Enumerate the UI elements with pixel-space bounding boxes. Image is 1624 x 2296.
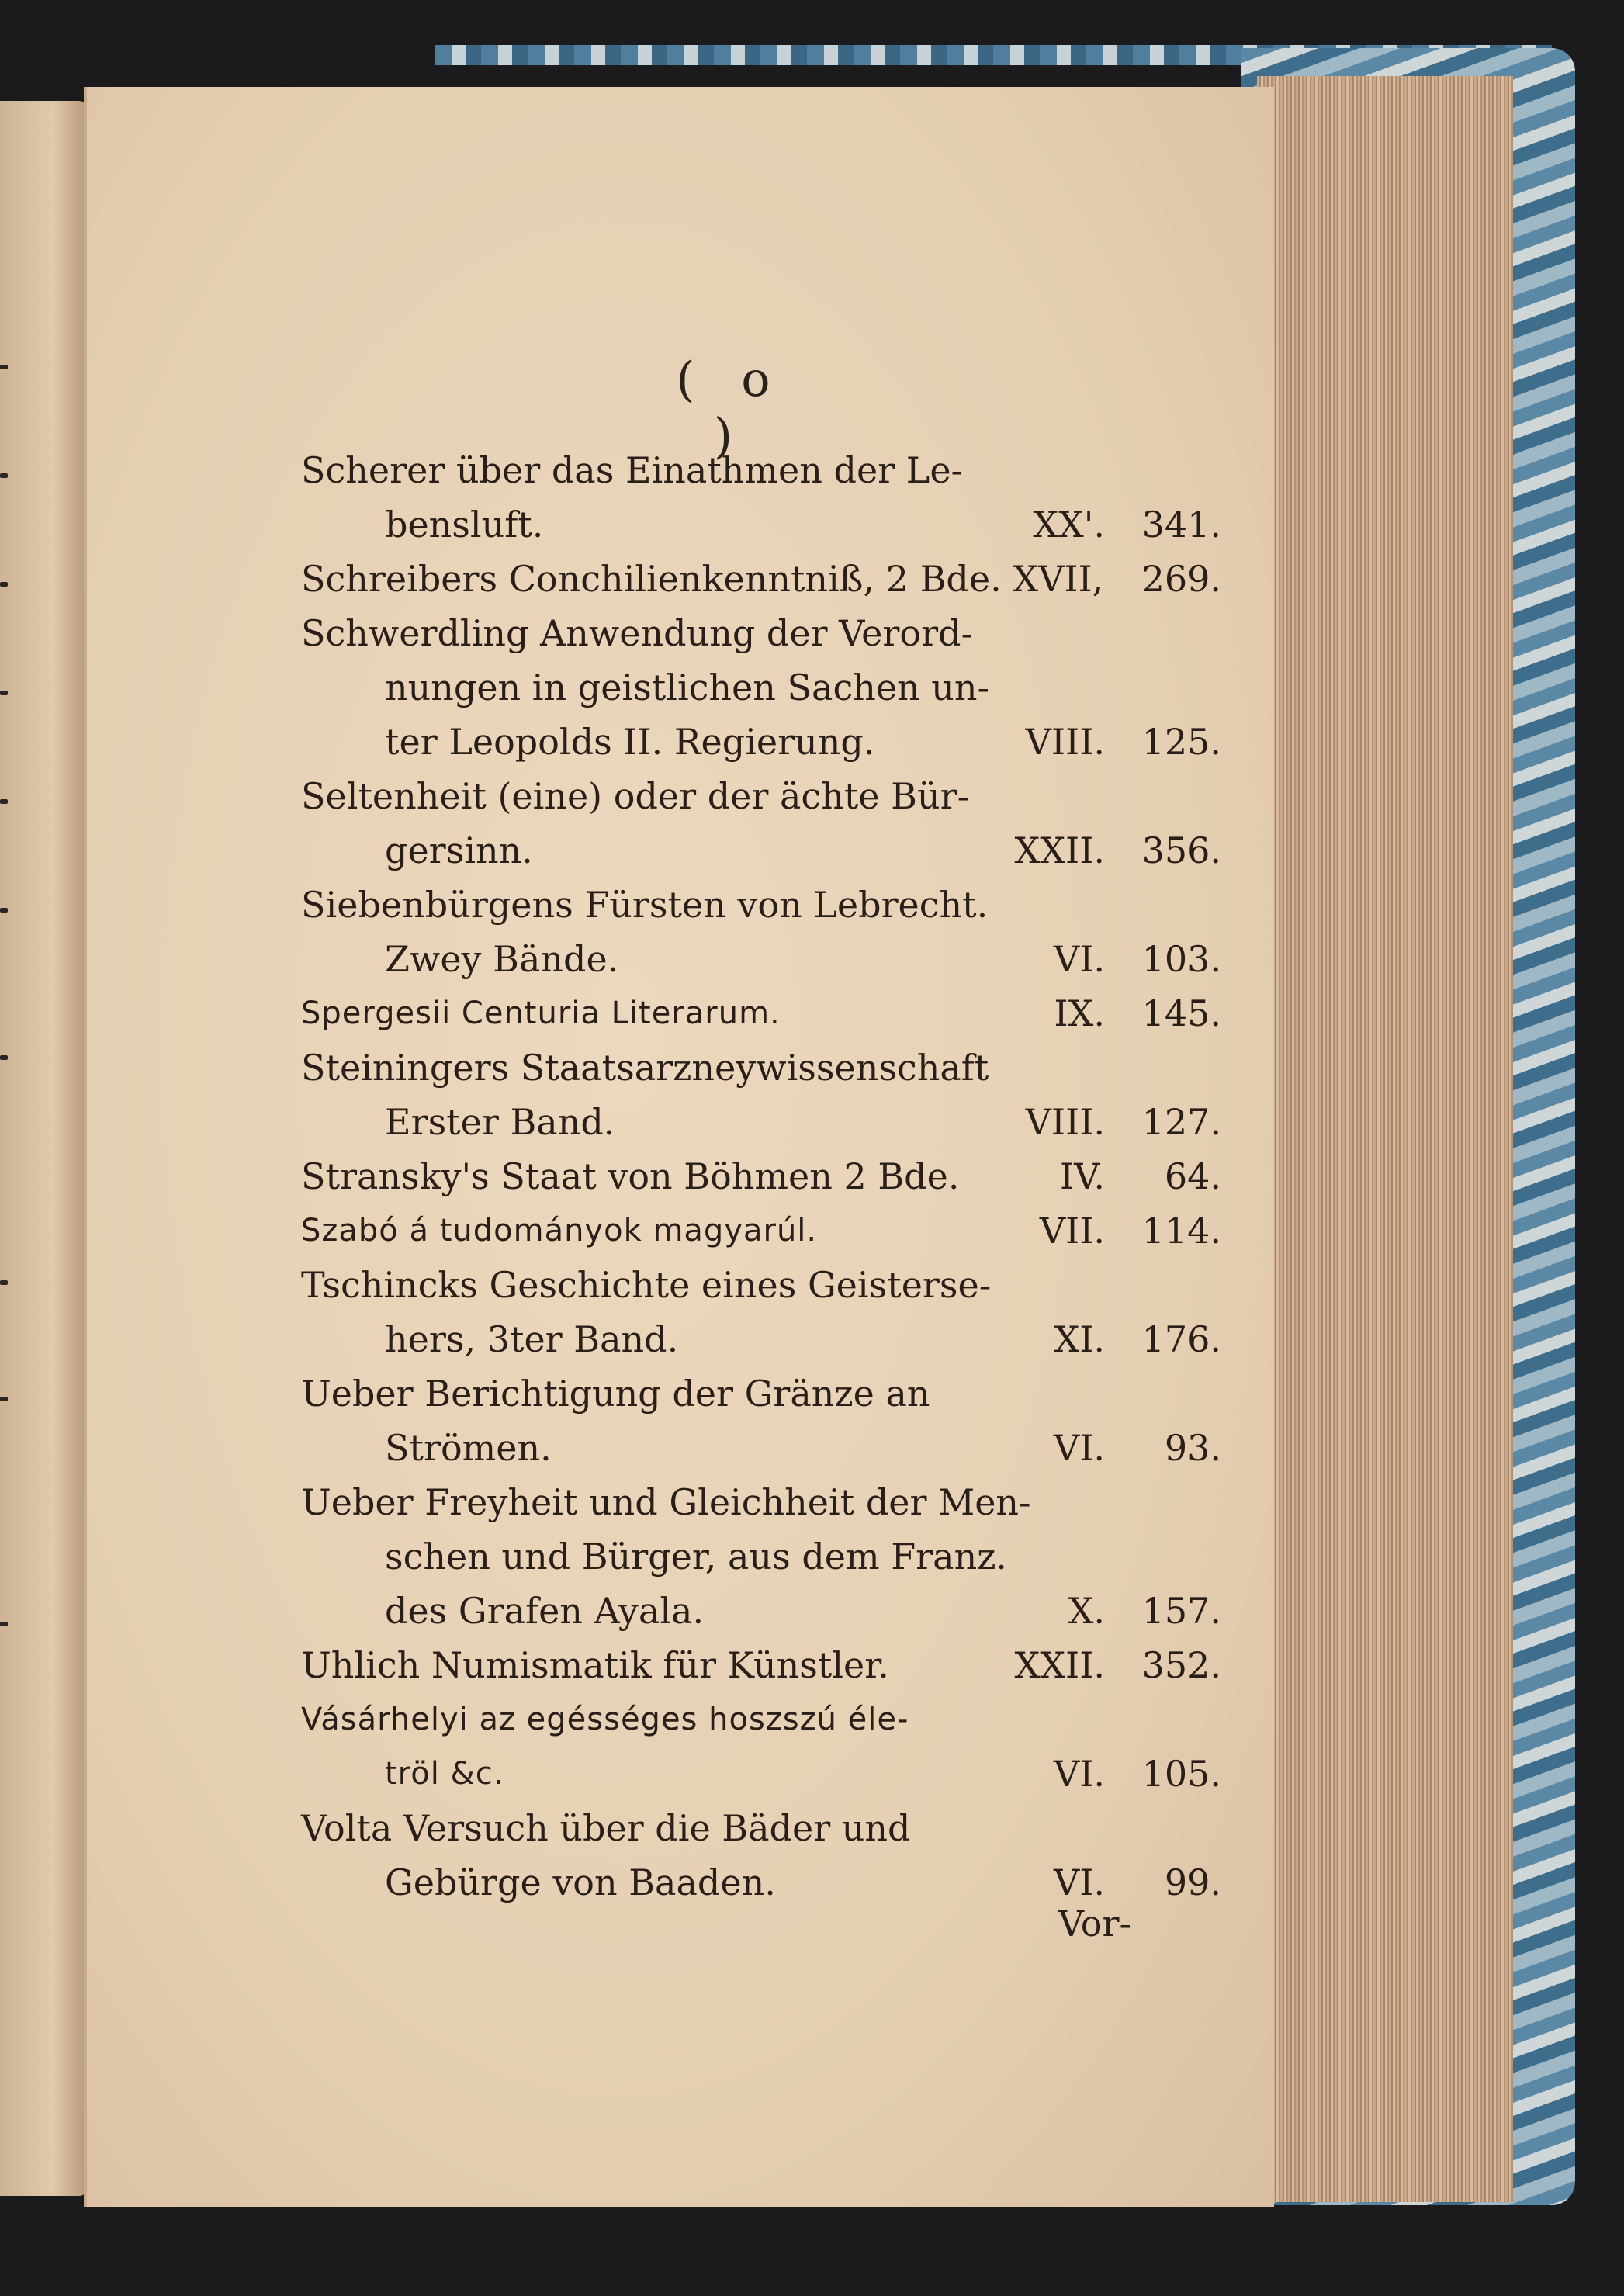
index-entry-line [301,1695,1139,1744]
index-entries [87,87,1274,2207]
entry-title: des Grafen Ayala. [385,1590,705,1632]
entry-volume: VI. [1053,1427,1105,1469]
index-entry-line [301,1640,1221,1690]
index-entry-line [385,1314,1223,1364]
index-entry-line [301,608,1139,658]
entry-title: Steiningers Staatsarzneywissenschaft [301,1047,989,1089]
entry-page-number: 341. [1141,504,1221,545]
index-entry-line [301,1151,1221,1201]
entry-title: Zwey Bände. [385,938,619,980]
index-entry-line [301,880,1139,930]
entry-volume: X. [1068,1590,1105,1632]
entry-page-number: 157. [1141,1590,1221,1632]
index-entry-line [385,1532,1223,1581]
entry-title: hers, 3ter Band. [385,1318,679,1360]
entry-title: Schwerdling Anwendung der Verord- [301,612,974,654]
entry-title: Siebenbürgens Fürsten von Lebrecht. [301,884,989,926]
entry-title: Tschincks Geschichte eines Geisterse- [301,1264,992,1306]
entry-title: Spergesii Centuria Literarum. [301,996,781,1031]
entry-page-number: 99. [1164,1861,1221,1903]
index-entry-line [301,1206,1221,1255]
entry-page-number: 93. [1164,1427,1221,1469]
left-page-edge [0,101,87,2196]
entry-page-number: 176. [1141,1318,1221,1360]
left-page-mark [0,908,8,913]
left-page-mark [0,799,8,804]
entry-page-number: 103. [1141,938,1221,980]
index-entry-line [385,1423,1223,1473]
entry-volume: XX'. [1033,504,1105,545]
entry-title: Vásárhelyi az egésséges hoszszú éle- [301,1702,909,1737]
entry-page-number: 269. [1141,558,1221,600]
left-page-mark [0,691,8,695]
left-page-mark [0,473,8,478]
left-page-mark [0,365,8,369]
index-entry-line [385,663,1223,712]
entry-title: nungen in geistlichen Sachen un- [385,667,990,708]
entry-title: Ueber Freyheit und Gleichheit der Men- [301,1481,1031,1523]
entry-title: Erster Band. [385,1101,615,1143]
left-page-mark [0,582,8,587]
index-entry-line [301,1260,1139,1310]
page-block-edges [1257,76,1513,2202]
index-entry-line [301,989,1221,1038]
index-entry-line [385,1858,1223,1907]
entry-title: Strömen. [385,1427,552,1469]
entry-title: Seltenheit (eine) oder der ächte Bür- [301,775,970,817]
index-entry-line [385,717,1223,767]
index-entry-line [301,1477,1139,1527]
index-entry-line [301,554,1221,604]
entry-page-number: 125. [1141,721,1221,763]
entry-volume: VI. [1053,938,1105,980]
index-entry-line [301,1369,1139,1418]
entry-volume: XXII. [1014,1644,1105,1686]
index-entry-line [385,826,1223,875]
entry-volume: VII. [1039,1210,1105,1252]
entry-title: gersinn. [385,829,533,871]
index-entry-line [385,934,1223,984]
entry-title: bensluft. [385,504,544,545]
left-page-mark [0,1055,8,1060]
entry-volume: VIII. [1025,1101,1105,1143]
entry-title: Gebürge von Baaden. [385,1861,776,1903]
left-page-mark [0,1397,8,1401]
entry-volume: VIII. [1025,721,1105,763]
entry-volume: XI. [1054,1318,1105,1360]
entry-page-number: 127. [1141,1101,1221,1143]
entry-volume: IX. [1054,992,1105,1034]
left-page-mark [0,1280,8,1285]
entry-title: tröl &c. [385,1756,504,1792]
entry-title: Stransky's Staat von Böhmen 2 Bde. [301,1155,960,1197]
entry-volume: VI. [1053,1861,1105,1903]
entry-page-number: 352. [1141,1644,1221,1686]
book-page [84,87,1274,2207]
entry-page-number: 356. [1141,829,1221,871]
index-entry-line [385,1749,1223,1799]
entry-title: Scherer über das Einathmen der Le- [301,449,964,491]
entry-page-number: 105. [1141,1753,1221,1795]
entry-title: Ueber Berichtigung der Gränze an [301,1373,930,1415]
entry-volume: VI. [1053,1753,1105,1795]
entry-title: Schreibers Conchilienkenntniß, 2 Bde. XVII, [301,558,1104,600]
entry-title: schen und Bürger, aus dem Franz. [385,1536,1008,1577]
index-entry-line [301,445,1139,495]
index-entry-line [301,1043,1139,1093]
entry-title: Uhlich Numismatik für Künstler. [301,1644,889,1686]
entry-title: Szabó á tudományok magyarúl. [301,1213,818,1248]
entry-page-number: 145. [1141,992,1221,1034]
entry-page-number: 64. [1164,1155,1221,1197]
entry-volume: XXII. [1014,829,1105,871]
index-entry-line [301,1803,1139,1853]
index-entry-line [385,1097,1223,1147]
entry-title: ter Leopolds II. Regierung. [385,721,875,763]
index-entry-line [385,500,1223,549]
entry-title: Volta Versuch über die Bäder und [301,1807,911,1849]
catchword: Vor- [1058,1903,1131,1945]
entry-volume: IV. [1060,1155,1105,1197]
page-folio: ( o ) [676,351,786,464]
entry-page-number: 114. [1141,1210,1221,1252]
index-entry-line [301,771,1139,821]
left-page-mark [0,1622,8,1626]
index-entry-line [385,1586,1223,1636]
